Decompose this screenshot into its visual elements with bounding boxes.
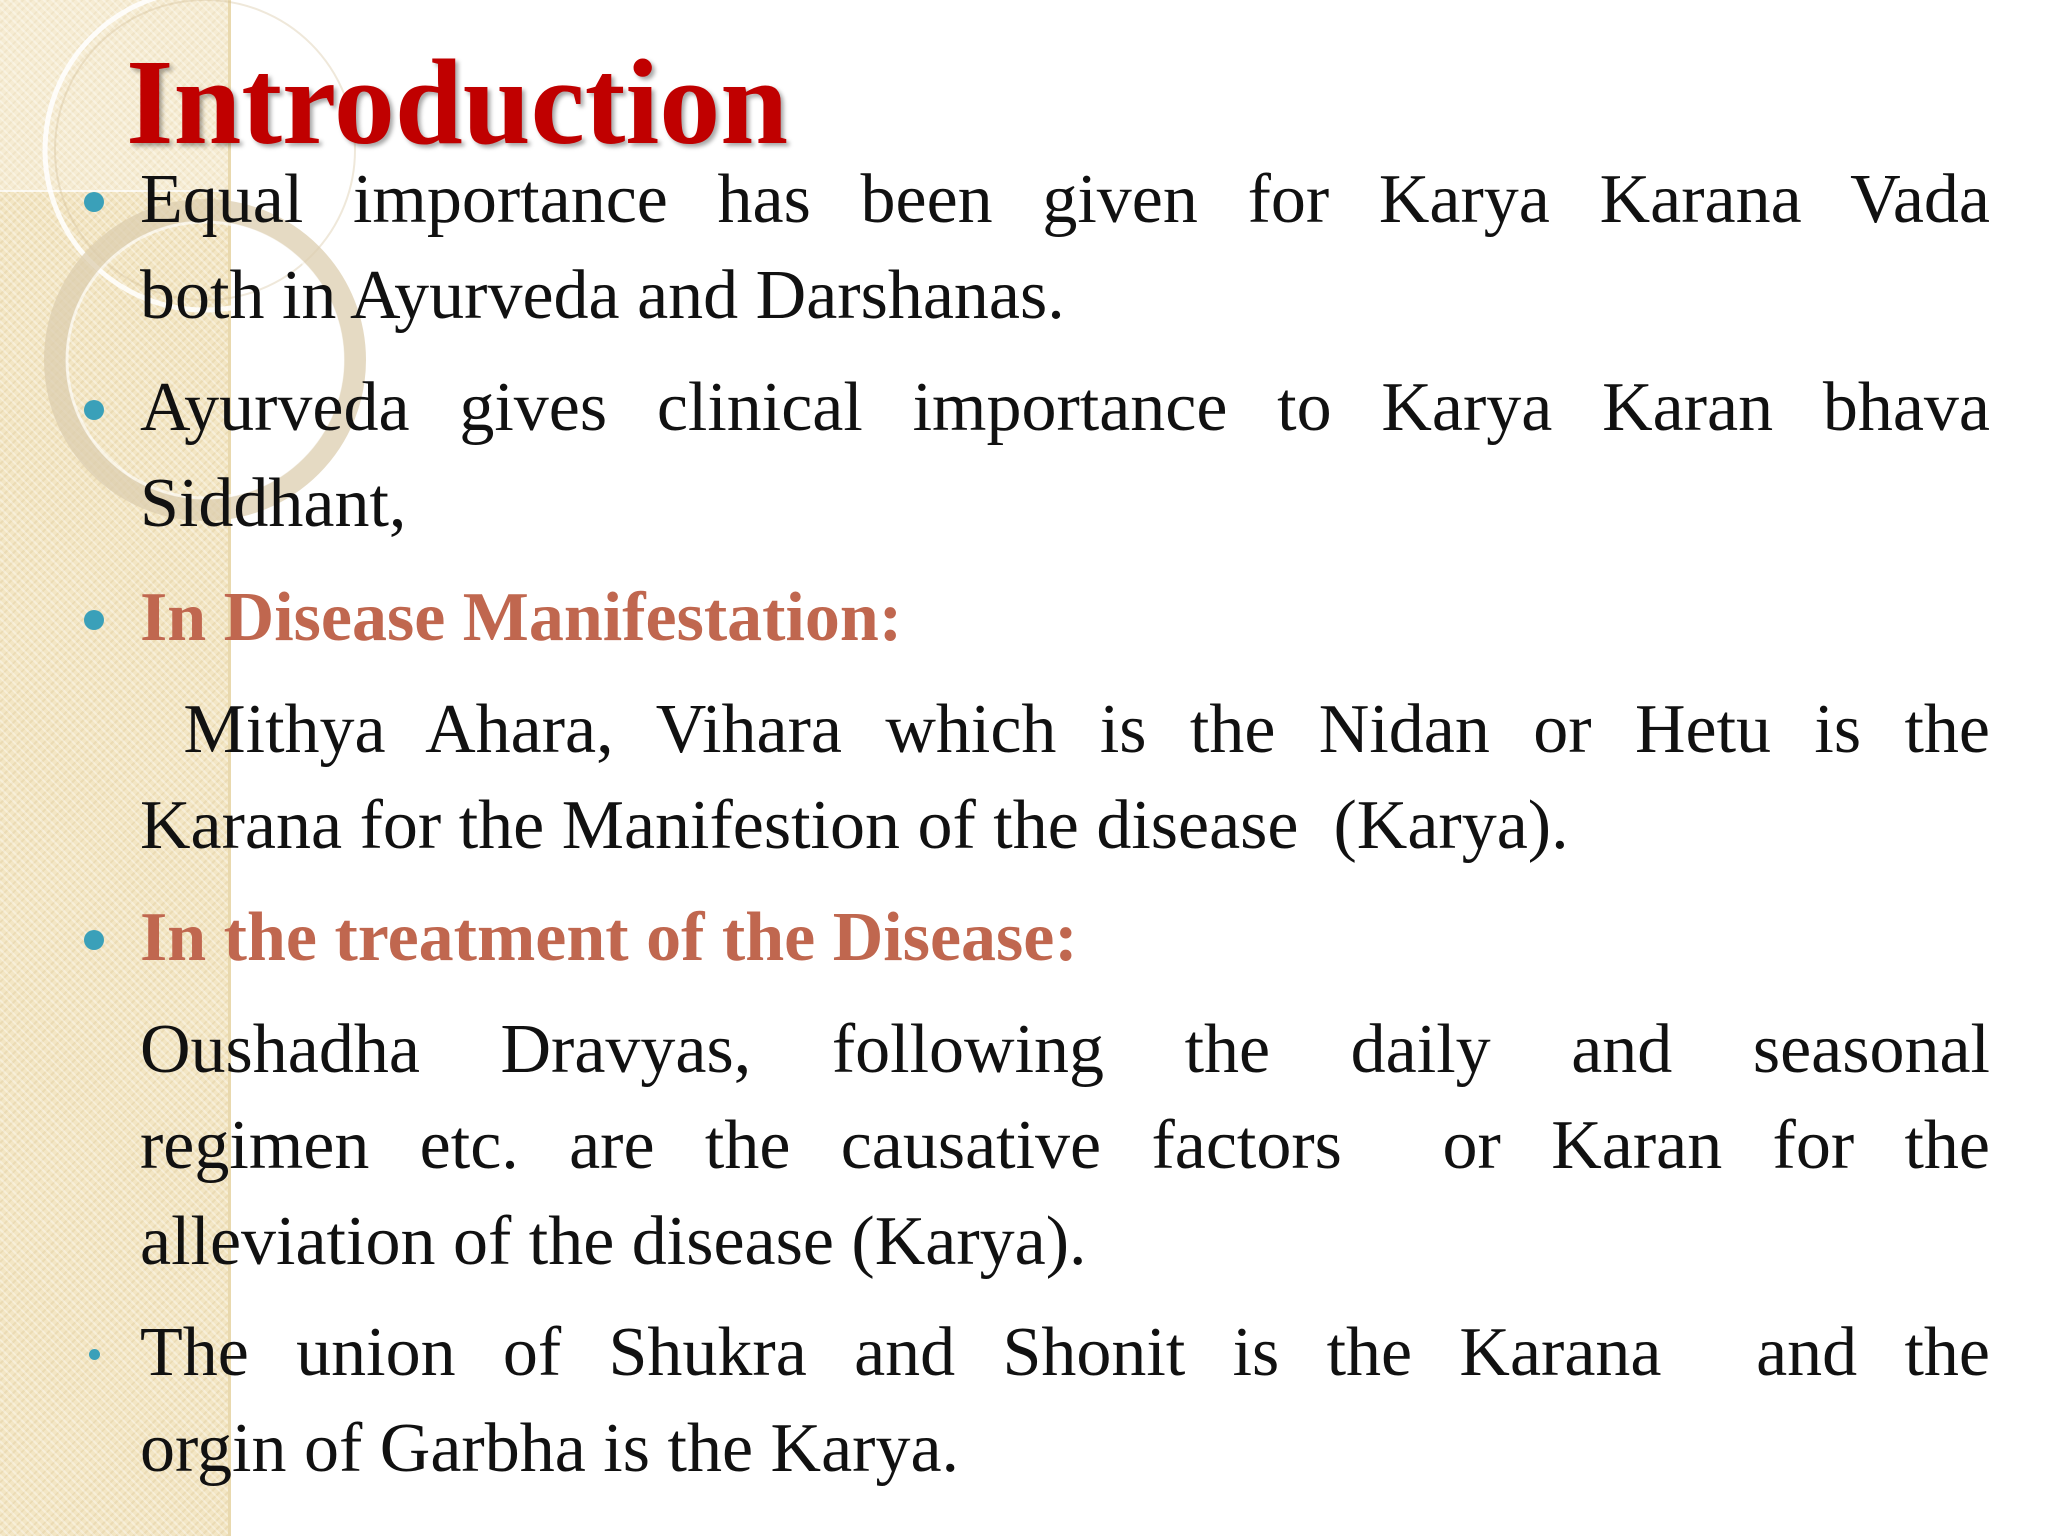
paragraph-treatment [140,1002,1990,1290]
bullet-dot-icon [84,930,104,950]
paragraph-disease-manifestation [140,682,1990,874]
section-heading-treatment: In the treatment of the Disease: [140,899,1078,976]
bullet-1-line-1: Equal importance has been given for Karya Karana Vada [140,161,1990,238]
bullet-dot-icon [84,400,104,420]
bullet-5-line-2: orgin of Garbha is the Karya. [140,1410,960,1487]
paragraph-1-line-2: Karana for the Manifestion of the disease (Karya). [140,787,1569,864]
page-title: Introduction [126,35,789,170]
bullet-2-line-1: Ayurveda gives clinical importance to Karya Karan bhava [140,369,1990,446]
bullet-dot-icon [84,610,104,630]
bullet-2-line-2: Siddhant, [140,465,407,542]
paragraph-1-line-1: Mithya Ahara, Vihara which is the Nidan or Hetu is the [140,691,1990,768]
paragraph-2-line-3: alleviation of the disease (Karya). [140,1203,1087,1280]
bullet-dot-icon [84,192,104,212]
paragraph-2-line-1: Oushadha Dravyas, following the daily and seasonal [140,1011,1990,1088]
bullet-item-1 [140,152,1990,344]
bullet-1-line-2: both in Ayurveda and Darshanas. [140,257,1065,334]
bullet-dot-icon [89,1349,100,1360]
bullet-item-2 [140,360,1990,552]
bullet-item-5 [140,1305,1990,1497]
section-heading-disease-manifestation: In Disease Manifestation: [140,579,903,656]
bullet-item-4 [140,890,1990,986]
paragraph-2-line-2: regimen etc. are the causative factors or Karan for the [140,1107,1990,1184]
bullet-item-3 [140,570,1990,666]
bullet-5-line-1: The union of Shukra and Shonit is the Karana and the [140,1314,1990,1391]
